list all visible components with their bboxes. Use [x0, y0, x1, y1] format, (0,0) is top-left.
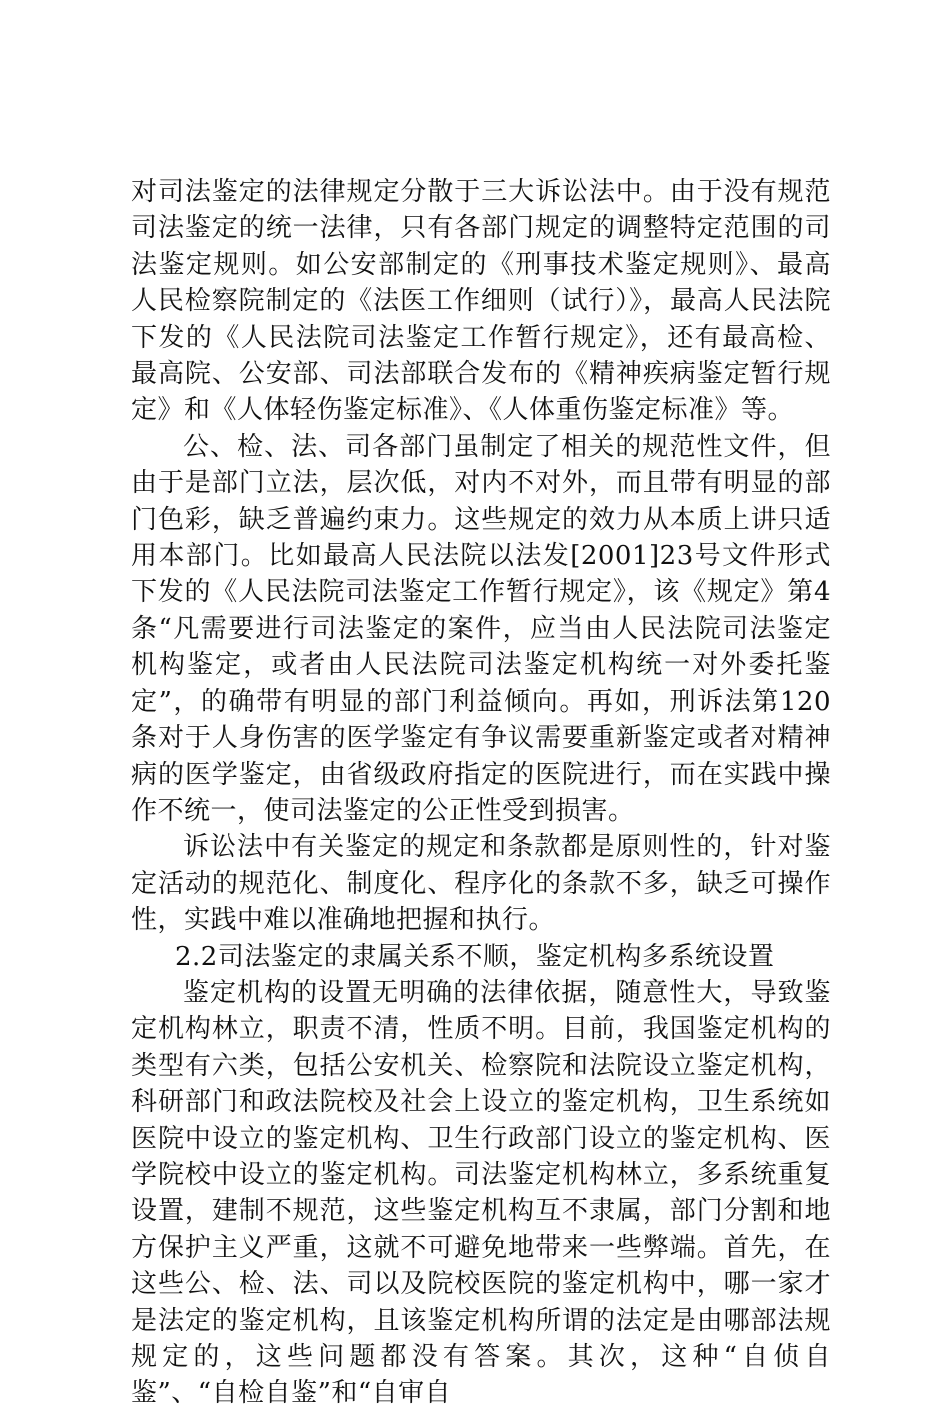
document-body: [131, 174, 831, 1412]
paragraph-4: 鉴定机构的设置无明确的法律依据，随意性大，导致鉴定机构林立，职责不清，性质不明。目前，我国鉴定机构的类型有六类，包括公安机关、检察院和法院设立鉴定机构，科研部门和政法院校及社会上设立的鉴定机构，卫生系统如医院中设立的鉴定机构、卫生行政部门设立的鉴定机构、医学院校中设立的鉴定机构。司法鉴定机构林立，多系统重复设置，建制不规范，这些鉴定机构互不隶属，部门分割和地方保护主义严重，这就不可避免地带来一些弊端。首先，在这些公、检、法、司以及院校医院的鉴定机构中，哪一家才是法定的鉴定机构，且该鉴定机构所谓的法定是由哪部法规规定的，这些问题都没有答案。其次，这种“自侦自鉴”、“自检自鉴”和“自审自: [131, 977, 831, 1409]
paragraph-3: 诉讼法中有关鉴定的规定和条款都是原则性的，针对鉴定活动的规范化、制度化、程序化的条款不多，缺乏可操作性，实践中难以准确地把握和执行。: [131, 832, 831, 936]
paragraph-2: 公、检、法、司各部门虽制定了相关的规范性文件，但由于是部门立法，层次低，对内不对外，而且带有明显的部门色彩，缺乏普遍约束力。这些规定的效力从本质上讲只适用本部门。比如最高人民法院以法发[2001]23号文件形式下发的《人民法院司法鉴定工作暂行规定》，该《规定》第4条“凡需要进行司法鉴定的案件，应当由人民法院司法鉴定机构鉴定，或者由人民法院司法鉴定机构统一对外委托鉴定”，的确带有明显的部门利益倾向。再如，刑诉法第120条对于人身伤害的医学鉴定有争议需要重新鉴定或者对精神病的医学鉴定，由省级政府指定的医院进行，而在实践中操作不统一，使司法鉴定的公正性受到损害。: [131, 431, 831, 826]
paragraph-1: 对司法鉴定的法律规定分散于三大诉讼法中。由于没有规范司法鉴定的统一法律，只有各部门规定的调整特定范围的司法鉴定规则。如公安部制定的《刑事技术鉴定规则》、最高人民检察院制定的《法医工作细则（试行）》，最高人民法院下发的《人民法院司法鉴定工作暂行规定》，还有最高检、最高院、公安部、司法部联合发布的《精神疾病鉴定暂行规定》和《人体轻伤鉴定标准》、《人体重伤鉴定标准》等。: [131, 177, 831, 426]
section-heading: 2.2司法鉴定的隶属关系不顺，鉴定机构多系统设置: [175, 941, 775, 972]
